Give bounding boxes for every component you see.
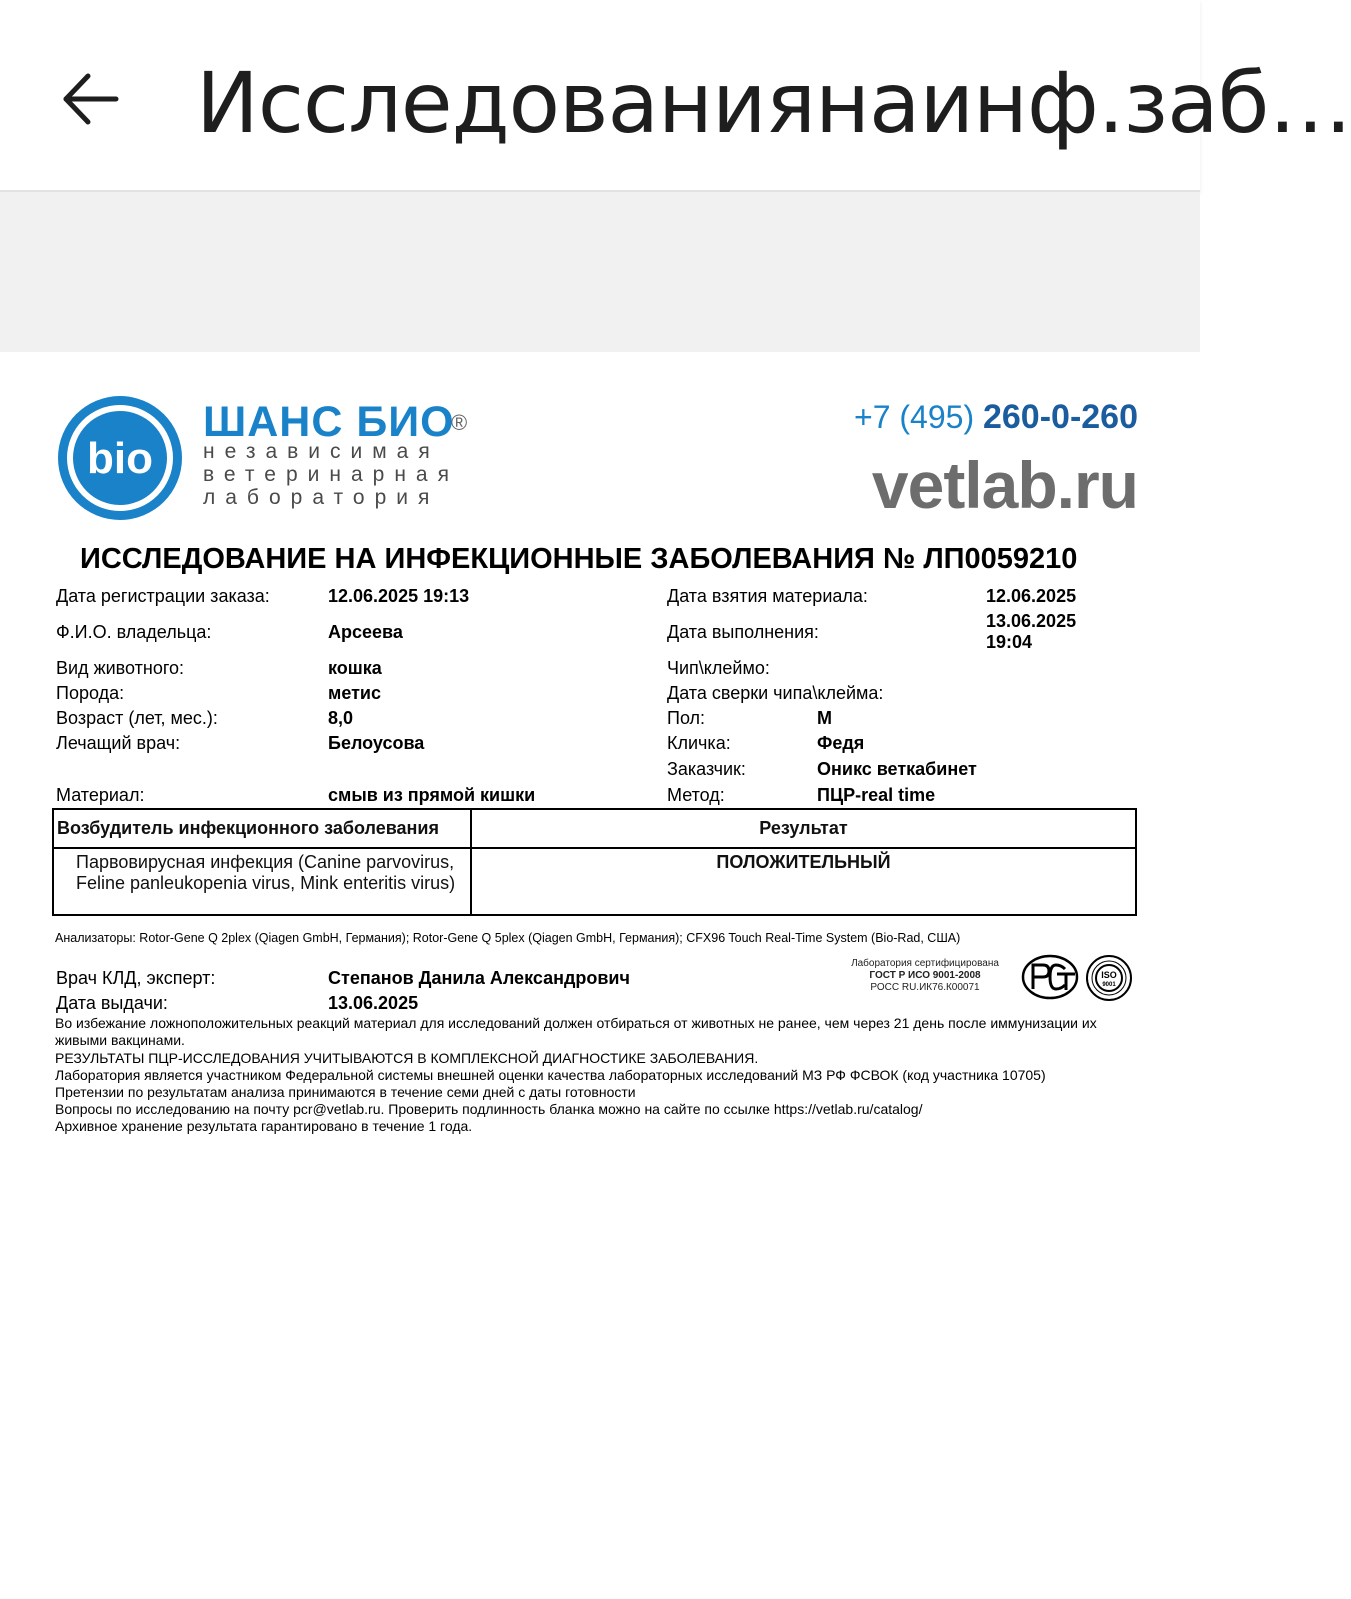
field-value: Арсеева <box>328 622 403 642</box>
analyzers-note: Анализаторы: Rotor-Gene Q 2plex (Qiagen GmbH, Германия); Rotor-Gene Q 5plex (Qiagen GmbH, Германия); CFX96 Touch Real-Time System (Bio-Rad, США) <box>55 931 961 945</box>
brand-subtitle-line: лаборатория <box>203 486 440 509</box>
issue-date-value: 13.06.2025 <box>328 993 419 1013</box>
field-value: 12.06.2025 19:13 <box>328 586 470 606</box>
field-value: 8,0 <box>328 708 354 728</box>
footnote: РЕЗУЛЬТАТЫ ПЦР-ИССЛЕДОВАНИЯ УЧИТЫВАЮТСЯ В КОМПЛЕКСНОЙ ДИАГНОСТИКЕ ЗАБОЛЕВАНИЯ. <box>55 1050 759 1066</box>
page-title: Исследованиянаинф.заб… <box>196 54 1351 152</box>
lab-website[interactable]: vetlab.ru <box>871 448 1138 522</box>
cert-line: Лаборатория сертифицирована <box>851 958 999 969</box>
field-value: кошка <box>328 658 382 678</box>
field-label: Лечащий врач: <box>56 733 181 753</box>
expert-value: Степанов Данила Александрович <box>328 968 630 988</box>
iso-9001-seal-icon <box>1085 954 1133 1002</box>
footnote: Во избежание ложноположительных реакций материал для исследований должен отбираться от животных не ранее, чем через 21 день после иммунизации их живыми вакцинами. <box>55 1015 1097 1048</box>
registered-mark: ® <box>451 410 468 435</box>
rst-mark-icon <box>1021 954 1079 1000</box>
back-button[interactable] <box>58 66 124 132</box>
field-value: ПЦР-real time <box>817 785 936 805</box>
brand-subtitle-line: ветеринарная <box>203 463 459 486</box>
logo-text: bio <box>87 434 153 483</box>
field-label: Чип\клеймо: <box>667 658 770 678</box>
field-label: Дата регистрации заказа: <box>56 586 270 606</box>
footnote: Претензии по результатам анализа принимаются в течение семи дней с даты готовности <box>55 1084 636 1100</box>
field-label: Возраст (лет, мес.): <box>56 708 218 728</box>
brand-subtitle-line: независимая <box>203 440 440 463</box>
iso-label: ISO <box>1101 970 1117 980</box>
table-cell-result: ПОЛОЖИТЕЛЬНЫЙ <box>716 852 891 872</box>
phone-number: 260-0-260 <box>982 398 1138 436</box>
results-table <box>52 808 1137 916</box>
phone-prefix: +7 (495) <box>854 399 975 435</box>
field-value: М <box>817 708 832 728</box>
field-label: Дата сверки чипа\клейма: <box>667 683 884 703</box>
field-label: Порода: <box>56 683 125 703</box>
cert-line: ГОСТ Р ИСО 9001-2008 <box>869 970 981 981</box>
lab-phone[interactable] <box>854 398 1138 437</box>
footnote: Вопросы по исследованию на почту pcr@vetlab.ru. Проверить подлинность бланка можно на сайте по ссылке https://vetlab.ru/catalog/ <box>55 1101 923 1117</box>
iso-number: 9001 <box>1102 982 1116 988</box>
brand-name: ШАНС БИО <box>203 398 455 446</box>
table-header-result: Результат <box>759 818 848 838</box>
field-label: Заказчик: <box>667 759 746 779</box>
field-label: Материал: <box>56 785 145 805</box>
field-value: 12.06.2025 <box>986 586 1077 606</box>
field-label: Дата взятия материала: <box>667 586 868 606</box>
field-value: Оникс веткабинет <box>817 759 977 779</box>
field-value: 13.06.2025 <box>986 611 1077 631</box>
document-top-margin <box>0 192 1200 352</box>
document-title: ИССЛЕДОВАНИЕ НА ИНФЕКЦИОННЫЕ ЗАБОЛЕВАНИЯ № ЛП0059210 <box>80 543 1078 575</box>
footnote: Лаборатория является участником Федеральной системы внешней оценки качества лабораторных исследований МЗ РФ ФСВОК (код участника 10705) <box>55 1067 1046 1083</box>
footnote: Архивное хранение результата гарантировано в течение 1 года. <box>55 1118 473 1134</box>
expert-label: Врач КЛД, эксперт: <box>56 968 216 988</box>
issue-date-label: Дата выдачи: <box>56 993 168 1013</box>
field-value: 19:04 <box>986 632 1033 652</box>
field-label: Ф.И.О. владельца: <box>56 622 212 642</box>
field-label: Метод: <box>667 785 725 805</box>
certification-text <box>835 958 1015 994</box>
field-value: Федя <box>817 733 865 753</box>
field-label: Пол: <box>667 708 706 728</box>
cert-line: РОСС RU.ИК76.К00071 <box>870 982 980 993</box>
table-header-pathogen: Возбудитель инфекционного заболевания <box>57 818 439 838</box>
field-label: Дата выполнения: <box>667 622 819 642</box>
field-label: Кличка: <box>667 733 731 753</box>
arrow-left-icon <box>58 66 124 132</box>
field-value: Белоусова <box>328 733 425 753</box>
field-label: Вид животного: <box>56 658 185 678</box>
table-cell-pathogen: Парвовирусная инфекция (Canine parvovirus, Feline panleukopenia virus, Mink enteritis virus) <box>76 852 456 893</box>
app-bar <box>0 0 1351 192</box>
bio-logo-icon <box>55 393 185 523</box>
field-value: смыв из прямой кишки <box>328 785 536 805</box>
field-value: метис <box>328 683 381 703</box>
